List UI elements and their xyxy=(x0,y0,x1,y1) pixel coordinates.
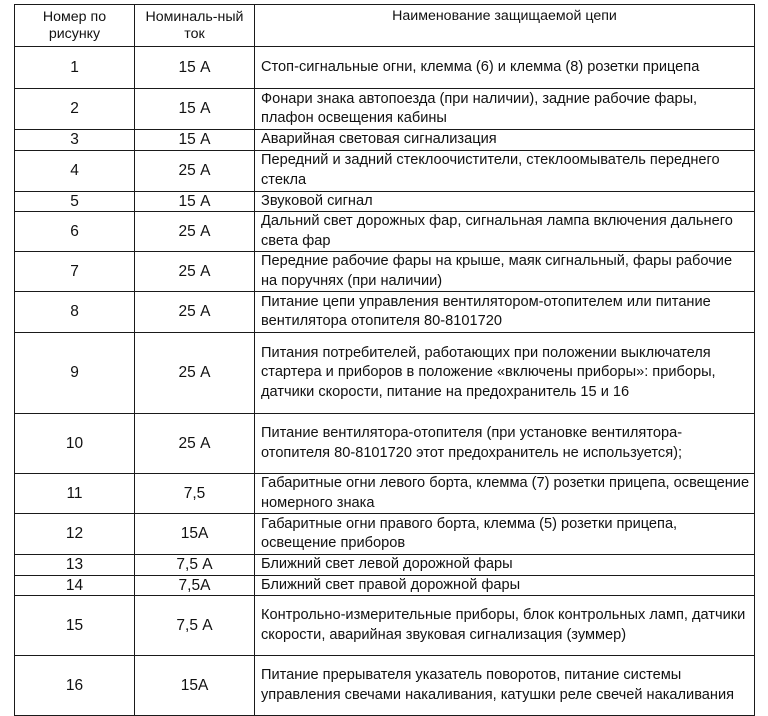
fuse-rating: 25 А xyxy=(135,150,255,191)
fuse-rating: 15 А xyxy=(135,130,255,151)
fuse-number: 6 xyxy=(15,212,135,252)
fuse-number: 12 xyxy=(15,514,135,555)
table-row xyxy=(15,596,755,656)
table-row xyxy=(15,130,755,151)
table-body xyxy=(15,47,755,716)
fuse-number: 16 xyxy=(15,656,135,716)
table-row xyxy=(15,252,755,292)
fuse-rating: 7,5 А xyxy=(135,555,255,576)
header-circuit: Наименование защищаемой цепи xyxy=(255,5,755,47)
fuse-circuit: Питание прерывателя указатель поворотов, питание системы управления свечами накаливания, катушки реле свечей накаливания xyxy=(255,656,755,716)
fuse-circuit: Питание цепи управления вентилятором-отопителем или питание вентилятора отопителя 80-8101720 xyxy=(255,292,755,333)
fuse-circuit: Передний и задний стеклоочистители, стеклоомыватель переднего стекла xyxy=(255,150,755,191)
fuse-circuit: Ближний свет левой дорожной фары xyxy=(255,555,755,576)
table-row xyxy=(15,656,755,716)
fuse-rating: 25 А xyxy=(135,333,255,414)
fuse-number: 11 xyxy=(15,474,135,514)
fuse-rating: 25 А xyxy=(135,414,255,474)
fuse-circuit: Аварийная световая сигнализация xyxy=(255,130,755,151)
fuse-circuit: Габаритные огни правого борта, клемма (5) розетки прицепа, освещение приборов xyxy=(255,514,755,555)
fuse-rating: 25 А xyxy=(135,292,255,333)
fuse-rating: 15 А xyxy=(135,191,255,212)
header-rating: Номиналь-ный ток xyxy=(135,5,255,47)
fuse-rating: 15 А xyxy=(135,89,255,130)
fuse-circuit: Фонари знака автопоезда (при наличии), задние рабочие фары, плафон освещения кабины xyxy=(255,89,755,130)
fuse-rating: 25 А xyxy=(135,212,255,252)
fuse-circuit: Питание вентилятора-отопителя (при установке вентилятора-отопителя 80-8101720 этот предохранитель не используется); xyxy=(255,414,755,474)
fuse-number: 8 xyxy=(15,292,135,333)
fuse-circuit: Габаритные огни левого борта, клемма (7) розетки прицепа, освещение номерного знака xyxy=(255,474,755,514)
fuse-circuit: Звуковой сигнал xyxy=(255,191,755,212)
table-row xyxy=(15,514,755,555)
table-row xyxy=(15,191,755,212)
fuse-rating: 7,5 А xyxy=(135,596,255,656)
table-header xyxy=(15,5,755,47)
table-row xyxy=(15,333,755,414)
fuse-number: 15 xyxy=(15,596,135,656)
fuse-rating: 7,5 xyxy=(135,474,255,514)
fuse-number: 14 xyxy=(15,575,135,596)
table-row xyxy=(15,474,755,514)
table-row xyxy=(15,47,755,89)
fuse-number: 1 xyxy=(15,47,135,89)
fuse-circuit: Ближний свет правой дорожной фары xyxy=(255,575,755,596)
fuse-number: 2 xyxy=(15,89,135,130)
table-row xyxy=(15,292,755,333)
fuse-table xyxy=(14,4,755,716)
table-row xyxy=(15,212,755,252)
header-row xyxy=(15,5,755,47)
fuse-circuit: Дальний свет дорожных фар, сигнальная лампа включения дальнего света фар xyxy=(255,212,755,252)
fuse-number: 4 xyxy=(15,150,135,191)
fuse-circuit: Питания потребителей, работающих при положении выключателя стартера и приборов в положение «включены приборы»: приборы, датчики скорости, питание на предохранитель 15 и 16 xyxy=(255,333,755,414)
fuse-rating: 15А xyxy=(135,514,255,555)
fuse-circuit: Контрольно-измерительные приборы, блок контрольных ламп, датчики скорости, аварийная звуковая сигнализация (зуммер) xyxy=(255,596,755,656)
fuse-rating: 15 А xyxy=(135,47,255,89)
fuse-number: 3 xyxy=(15,130,135,151)
table-row xyxy=(15,89,755,130)
header-number: Номер по рисунку xyxy=(15,5,135,47)
fuse-number: 5 xyxy=(15,191,135,212)
table-row xyxy=(15,414,755,474)
table-row xyxy=(15,555,755,576)
table-row xyxy=(15,575,755,596)
fuse-number: 10 xyxy=(15,414,135,474)
fuse-rating: 25 А xyxy=(135,252,255,292)
fuse-number: 7 xyxy=(15,252,135,292)
table-row xyxy=(15,150,755,191)
fuse-rating: 15А xyxy=(135,656,255,716)
fuse-circuit: Стоп-сигнальные огни, клемма (6) и клемма (8) розетки прицепа xyxy=(255,47,755,89)
fuse-rating: 7,5А xyxy=(135,575,255,596)
fuse-number: 9 xyxy=(15,333,135,414)
fuse-circuit: Передние рабочие фары на крыше, маяк сигнальный, фары рабочие на поручнях (при наличии) xyxy=(255,252,755,292)
fuse-number: 13 xyxy=(15,555,135,576)
